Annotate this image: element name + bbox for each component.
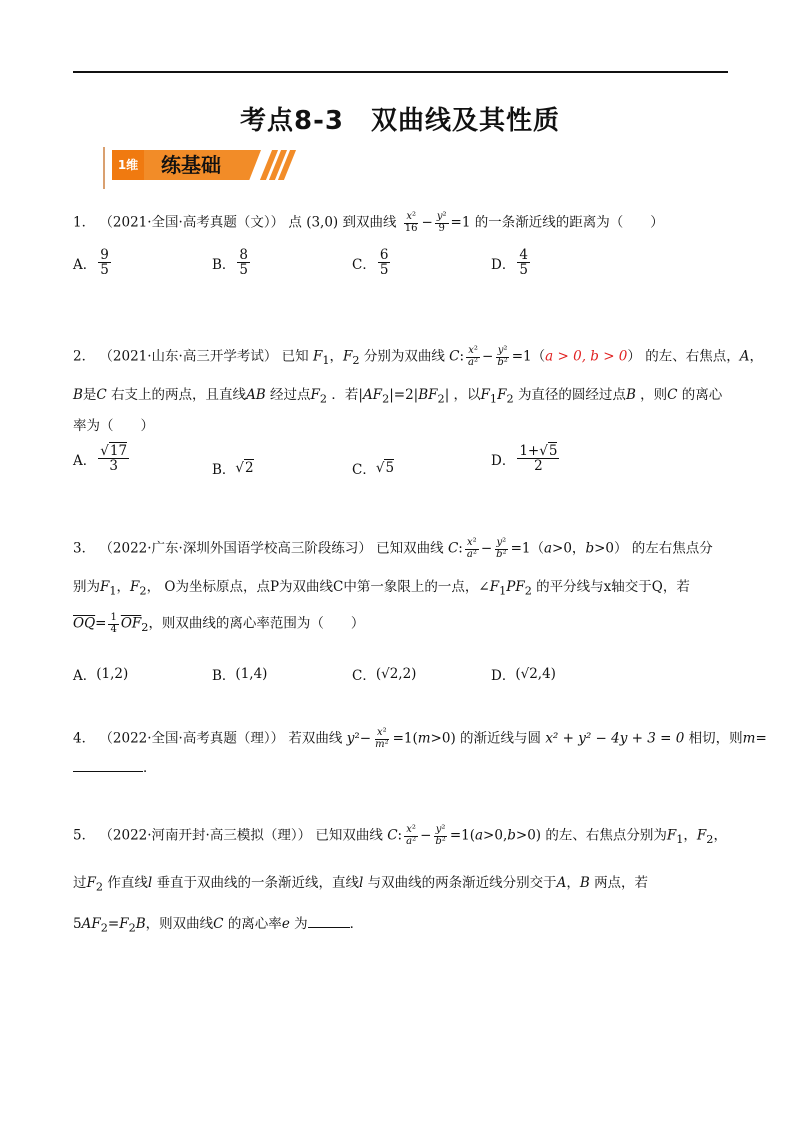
math-fraction: $\frac{\text{y²}}{9}$ bbox=[436, 211, 447, 234]
banner-label: 练基础 bbox=[161, 153, 221, 177]
option-label: D． bbox=[491, 256, 516, 273]
math-fraction: $\frac{\text{y²}}{\text{b²}}$ bbox=[435, 824, 446, 847]
stem-text: 右支上的两点，且直线 bbox=[111, 387, 247, 403]
question-number: 4． bbox=[73, 730, 96, 747]
option-label: A． bbox=[73, 256, 97, 273]
denominator: 5 bbox=[519, 262, 528, 279]
numerator: 6 bbox=[379, 247, 389, 263]
option-value: (√2,2) bbox=[375, 666, 417, 682]
math-fraction: $\frac{\text{x²}}{\text{a²}}$ bbox=[468, 345, 479, 368]
denominator: 5 bbox=[100, 262, 109, 279]
stem-text: 到双曲线 bbox=[342, 214, 397, 231]
question-3-line-2: 别为$F_1$，$F_2$， O为坐标原点，点P为双曲线C中第一象限上的一点，$\angle F_1PF_2$ 的平分线与x轴交于Q，若 bbox=[73, 579, 690, 598]
stem-text: 垂直于双曲线的一条渐近线，直线 bbox=[156, 875, 359, 891]
stem-text: ，则 bbox=[640, 387, 668, 403]
option-label: B． bbox=[212, 668, 236, 684]
stem-text: 相切，则 bbox=[688, 730, 743, 747]
stem-text: 两点，若 bbox=[594, 875, 649, 891]
top-rule bbox=[73, 71, 728, 73]
stem-text: ． bbox=[349, 916, 364, 932]
stem-text: ，则双曲线 bbox=[145, 916, 214, 932]
banner-tag: 1维 bbox=[112, 150, 144, 180]
numerator: 4 bbox=[519, 247, 528, 263]
math-fraction: $\frac{\text{x²}}{\text{a²}}$ bbox=[466, 537, 477, 560]
stem-text: 的左、右焦点， bbox=[645, 348, 740, 365]
option-a[interactable] bbox=[73, 664, 128, 684]
stem-text: 为直径的圆经过点 bbox=[517, 387, 626, 403]
option-label: B． bbox=[212, 256, 236, 273]
question-number: 3． bbox=[73, 540, 96, 557]
option-label: B． bbox=[212, 462, 236, 478]
banner-vline bbox=[103, 147, 105, 189]
option-b[interactable] bbox=[212, 248, 252, 277]
question-1-stem: 1． （2021·全国·高考真题（文）） 点 (3,0) 到双曲线 $\frac{\text{x²}}{16}$ − $\frac{\text{y²}}{9}$ =1 的一条渐近线的距离为（ ） bbox=[73, 211, 664, 234]
question-4-line-2 bbox=[73, 762, 157, 776]
question-2-line-3: 率为（ ） bbox=[73, 418, 154, 434]
stem-text: 的左、右焦点分别为 bbox=[545, 827, 667, 844]
section-banner bbox=[103, 145, 298, 189]
question-source: （2021·山东·高三开学考试） bbox=[99, 348, 278, 365]
option-c[interactable] bbox=[352, 248, 392, 277]
math-fraction bbox=[98, 248, 111, 277]
stem-text: 分别为双曲线 bbox=[363, 348, 445, 365]
stem-text: ，则双曲线的离心率范围为（ ） bbox=[148, 615, 365, 632]
question-3-line-3: $\overline{OQ}=$ $\frac{1}{4}$ $\overline{OF}_2$，则双曲线的离心率范围为（ ） bbox=[73, 612, 365, 635]
stem-text: 与双曲线的两条渐近线分别交于 bbox=[367, 875, 557, 891]
math-fraction: $\frac{1+√5}{2}$ bbox=[519, 443, 558, 475]
option-d[interactable] bbox=[491, 444, 561, 473]
option-d[interactable] bbox=[491, 248, 532, 277]
stem-text: 为 bbox=[294, 916, 308, 932]
numerator: 8 bbox=[239, 247, 249, 263]
option-c[interactable]: C． √5 bbox=[352, 460, 395, 478]
option-c[interactable] bbox=[352, 664, 416, 684]
denominator: 5 bbox=[239, 262, 249, 279]
question-4-stem: 4． （2022·全国·高考真题（理）） 若双曲线 y²− $\frac{\text{x²}}{\text{m²}}$ =1(m>0) 的渐近线与圆 x² + y² − 4y + 3 = 0 相切，则m= bbox=[73, 727, 767, 750]
numerator: 9 bbox=[100, 247, 109, 263]
question-source: （2022·广东·深圳外国语学校高三阶段练习） bbox=[99, 540, 372, 557]
page-title: 考点8-3 双曲线及其性质 bbox=[240, 106, 560, 136]
stem-text: 作直线 bbox=[107, 875, 148, 891]
stem-text: ． bbox=[143, 760, 157, 776]
stem-text: 别为 bbox=[73, 579, 100, 595]
option-label: A． bbox=[73, 452, 97, 469]
stem-text: 的离心率 bbox=[227, 916, 282, 932]
option-b[interactable]: B． √2 bbox=[212, 460, 254, 478]
option-a[interactable] bbox=[73, 248, 113, 277]
denominator: 5 bbox=[379, 262, 389, 279]
stem-text: ．若 bbox=[331, 387, 359, 403]
math-fraction bbox=[378, 248, 391, 277]
option-label: C． bbox=[352, 668, 376, 684]
stem-text: 是 bbox=[82, 387, 97, 403]
math-fraction: $\frac{\text{y²}}{\text{b²}}$ bbox=[496, 537, 507, 560]
math-fraction: $\frac{\text{y²}}{\text{b²}}$ bbox=[497, 345, 508, 368]
option-label: D． bbox=[491, 668, 516, 684]
question-5-line-3: $5AF_2=F_2B$，则双曲线C 的离心率e 为 ． bbox=[73, 916, 364, 935]
stem-text: 已知 bbox=[281, 348, 309, 365]
question-source: （2022·全国·高考真题（理）） bbox=[99, 730, 285, 747]
option-value: (√2,4) bbox=[515, 666, 556, 682]
stem-text: 过 bbox=[73, 875, 87, 891]
option-value: (1,2) bbox=[96, 666, 129, 682]
option-value: (1,4) bbox=[235, 666, 268, 682]
option-label: D． bbox=[491, 452, 516, 469]
question-2-line-2: B是C 右支上的两点，且直线AB 经过点$F_2$ ．若$|AF_2|=2|BF_2|$ ，以$F_1F_2$ 为直径的圆经过点B ，则C 的离心 bbox=[73, 387, 723, 406]
option-label: C． bbox=[352, 256, 376, 273]
stem-text: ，以 bbox=[453, 387, 481, 403]
question-source: （2021·全国·高考真题（文）） bbox=[99, 214, 285, 231]
math-fraction bbox=[237, 248, 250, 277]
answer-blank[interactable] bbox=[308, 927, 350, 928]
math-fraction: $\frac{1}{4}$ bbox=[110, 612, 117, 635]
condition-text: a > 0, b > 0 bbox=[545, 348, 628, 365]
option-label: C． bbox=[352, 462, 376, 478]
question-2-stem: 2． （2021·山东·高三开学考试） 已知 $F_1$，$F_2$ 分别为双曲线 C: $\frac{\text{x²}}{\text{a²}}$ − $\frac{\text{y²}}{\text{b²}}$ =1（a > 0, b > 0） 的左、右焦点，A， bbox=[73, 345, 763, 368]
circle-equation: x² + y² − 4y + 3 = 0 bbox=[545, 730, 685, 747]
stem-text: 的离心 bbox=[681, 387, 723, 403]
stem-text: 点 bbox=[288, 214, 302, 231]
option-a[interactable] bbox=[73, 444, 131, 473]
stem-text: 已知双曲线 bbox=[376, 540, 444, 557]
option-d[interactable] bbox=[491, 664, 556, 684]
question-5-line-2: 过$F_2$ 作直线l 垂直于双曲线的一条渐近线，直线l 与双曲线的两条渐近线分别交于A，B 两点，若 bbox=[73, 875, 649, 894]
math-point: (3,0) bbox=[306, 214, 339, 231]
answer-blank[interactable] bbox=[73, 771, 143, 772]
question-5-stem: 5． （2022·河南开封·高三模拟（理）） 已知双曲线 C: $\frac{\text{x²}}{\text{a²}}$ − $\frac{\text{y²}}{\text{b²}}$ =1(a>0,b>0) 的左、右焦点分别为$F_1$，$F_2$， bbox=[73, 824, 727, 847]
option-label: A． bbox=[73, 668, 97, 684]
question-3-stem: 3． （2022·广东·深圳外国语学校高三阶段练习） 已知双曲线 C: $\frac{\text{x²}}{\text{a²}}$ − $\frac{\text{y²}}{\text{b²}}$ =1（a>0，b>0） 的左右焦点分 bbox=[73, 537, 713, 560]
stem-text: 的一条渐近线的距离为（ ） bbox=[474, 214, 664, 231]
stem-text: 经过点 bbox=[270, 387, 311, 403]
stem-text: 的渐近线与圆 bbox=[460, 730, 542, 747]
stem-text: 的平分线与x轴交于Q，若 bbox=[536, 579, 690, 595]
math-fraction: $\frac{\text{x²}}{\text{a²}}$ bbox=[406, 824, 417, 847]
math-fraction: $\frac{\text{x²}}{16}$ bbox=[404, 211, 418, 234]
math-fraction: $\frac{\text{x²}}{\text{m²}}$ bbox=[375, 727, 389, 750]
math-fraction bbox=[517, 248, 530, 277]
stem-text: O为坐标原点，点P为双曲线C中第一象限上的一点， bbox=[164, 579, 479, 595]
stem-text: 若双曲线 bbox=[288, 730, 343, 747]
math-fraction: $\frac{√17}{3}$ bbox=[100, 443, 128, 475]
stem-text: 的左右焦点分 bbox=[631, 540, 713, 557]
question-number: 2． bbox=[73, 348, 96, 365]
question-source: （2022·河南开封·高三模拟（理）） bbox=[99, 827, 312, 844]
question-number: 1． bbox=[73, 214, 96, 231]
question-number: 5． bbox=[73, 827, 96, 844]
stem-text: 已知双曲线 bbox=[315, 827, 383, 844]
option-b[interactable] bbox=[212, 664, 267, 684]
